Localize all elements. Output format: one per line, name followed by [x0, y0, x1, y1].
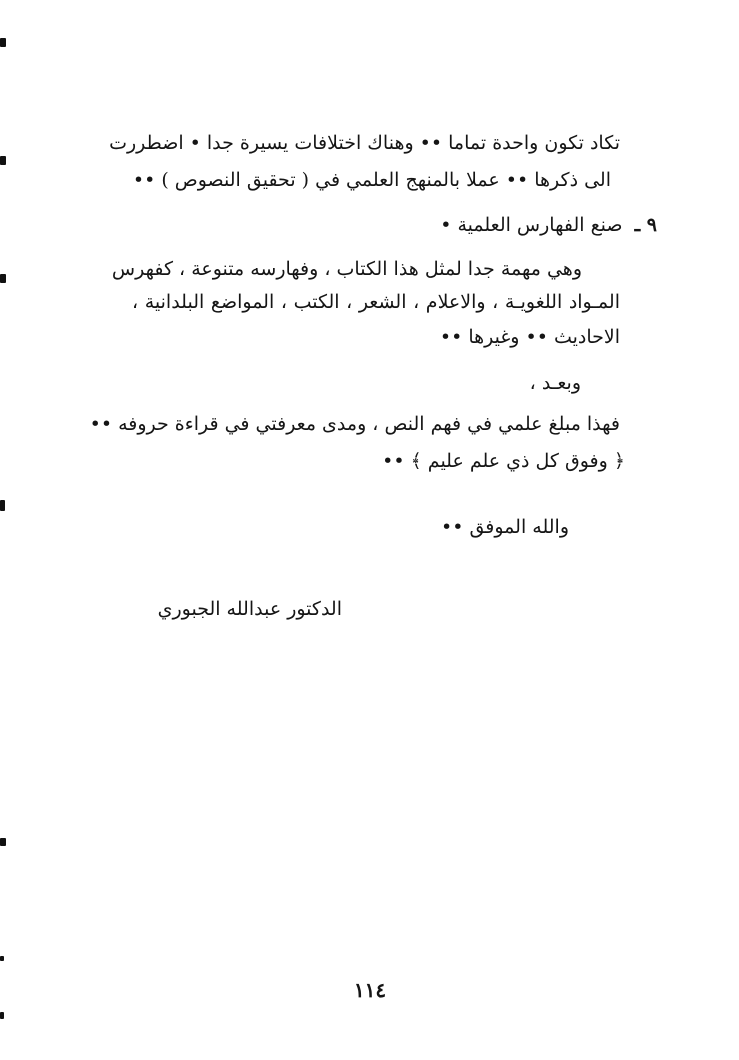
binding-mark-4 [0, 500, 5, 511]
binding-mark-2 [0, 156, 6, 165]
text-line-5: المـواد اللغويـة ، والاعلام ، الشعر ، الكتب ، المواضع البلدانية ، [132, 291, 620, 313]
page-number: ١١٤ [353, 978, 387, 1002]
binding-mark-3 [0, 274, 6, 283]
quran-verse: ﴿ وفوق كل ذي علم عليم ﴾ •• [382, 450, 625, 472]
closing-phrase: والله الموفق •• [440, 516, 569, 538]
binding-mark-7 [0, 1012, 4, 1019]
section-heading-title: صنع الفهارس العلمية • [440, 214, 623, 236]
text-line-2: الى ذكرها •• عملا بالمنهج العلمي في ( تحقيق النصوص ) •• [132, 169, 611, 191]
binding-mark-5 [0, 838, 6, 846]
text-line-7: وبعـد ، [529, 372, 581, 394]
text-line-4: وهي مهمة جدا لمثل هذا الكتاب ، وفهارسه متنوعة ، كفهرس [111, 258, 582, 280]
text-line-8: فهذا مبلغ علمي في فهم النص ، ومدى معرفتي في قراءة حروفه •• [89, 413, 620, 435]
section-heading-number: ٩ ـ [634, 214, 657, 236]
text-line-6: الاحاديث •• وغيرها •• [439, 326, 620, 348]
text-line-1: تكاد تكون واحدة تماما •• وهناك اختلافات يسيرة جدا • اضطررت [109, 132, 620, 154]
binding-mark-1 [0, 38, 6, 47]
section-heading [440, 212, 657, 238]
author-signature: الدكتور عبدالله الجبوري [157, 598, 342, 620]
binding-mark-6 [0, 956, 4, 961]
